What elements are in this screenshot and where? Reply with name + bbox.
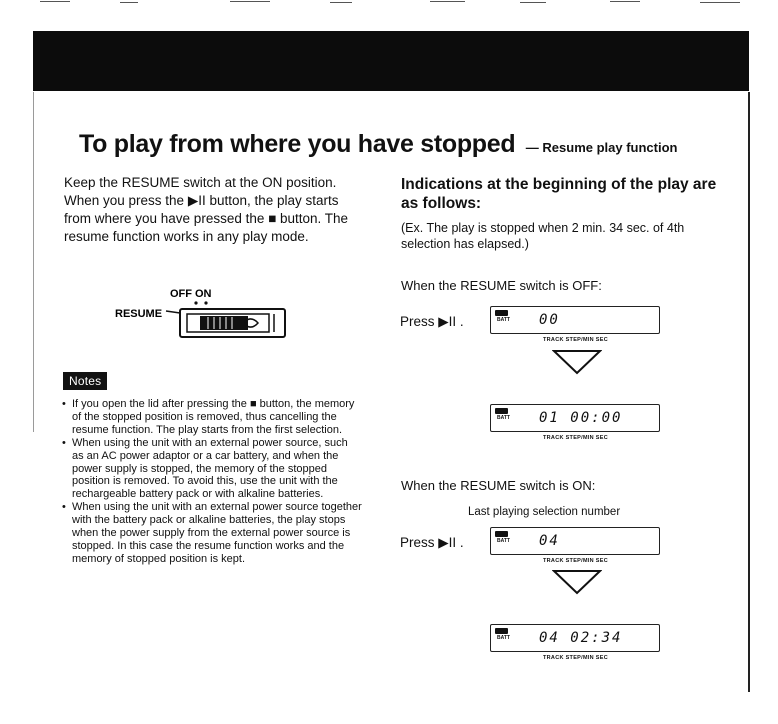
switch-off-label: OFF (170, 288, 192, 300)
indications-title: Indications at the beginning of the play are as follows: (401, 176, 717, 212)
notes-heading: Notes (63, 372, 107, 390)
page-title-sub: — Resume play function (525, 140, 678, 155)
on-case-sub-label: Last playing selection number (468, 506, 621, 518)
batt-label: BATT (497, 317, 510, 323)
page-top-edge-marks (0, 0, 778, 8)
batt-label: BATT (497, 538, 510, 544)
note-item: • If you open the lid after pressing the ■ button, the memory of the stopped position is removed, thus cancelling the resume function. The play starts from the first selection. (62, 398, 362, 437)
lcd-caption: TRACK STEP/MIN SEC (543, 558, 608, 564)
lcd-display-off-2 (490, 404, 660, 432)
lcd-caption: TRACK STEP/MIN SEC (543, 337, 608, 343)
lcd-digits: 01 00:00 (539, 410, 623, 426)
lcd-display-on-2 (490, 624, 660, 652)
battery-icon (495, 408, 508, 414)
page-title-main: To play from where you have stopped (79, 130, 516, 158)
left-margin-line (33, 92, 34, 432)
right-margin-line (748, 92, 750, 692)
lcd-digits: 00 (539, 312, 560, 328)
lcd-digits: 04 02:34 (539, 630, 623, 646)
battery-icon (495, 531, 508, 537)
on-case-label: When the RESUME switch is ON: (401, 478, 596, 493)
batt-label: BATT (497, 635, 510, 641)
down-arrow-icon (552, 569, 602, 595)
lcd-digits: 04 (539, 533, 560, 549)
header-bar (33, 31, 749, 91)
switch-resume-label: RESUME (115, 308, 163, 320)
off-press-instruction: Press ▶II . (400, 314, 464, 329)
switch-on-label: ON (195, 288, 212, 300)
lcd-caption: TRACK STEP/MIN SEC (543, 655, 608, 661)
lcd-display-off-1 (490, 306, 660, 334)
down-arrow-icon (552, 349, 602, 375)
batt-label: BATT (497, 415, 510, 421)
battery-icon (495, 310, 508, 316)
example-text: (Ex. The play is stopped when 2 min. 34 sec. of 4th selection has elapsed.) (401, 221, 685, 251)
off-case-label: When the RESUME switch is OFF: (401, 278, 602, 293)
lcd-caption: TRACK STEP/MIN SEC (543, 435, 608, 441)
lcd-display-on-1 (490, 527, 660, 555)
note-item: • When using the unit with an external power source, such as an AC power adaptor or a car battery, and when the power supply is stopped, the memory of the stopped position is removed. To avoid this, use the unit with the rechargeable battery pack or with alkaline batteries. (62, 437, 362, 502)
resume-switch-illustration (100, 283, 300, 353)
on-press-instruction: Press ▶II . (400, 535, 464, 550)
battery-icon (495, 628, 508, 634)
note-item: • When using the unit with an external power source together with the battery pack or alkaline batteries, the play stops when the power supply from the external power source is stopped. In this case the resume function works and the memory of stopped position is kept. (62, 501, 362, 566)
notes-list (62, 398, 362, 566)
intro-text: Keep the RESUME switch at the ON position. When you press the ▶II button, the play starts from where you have pressed the ■ button. The resume function works in any play mode. (64, 175, 349, 244)
page-title (79, 130, 678, 159)
